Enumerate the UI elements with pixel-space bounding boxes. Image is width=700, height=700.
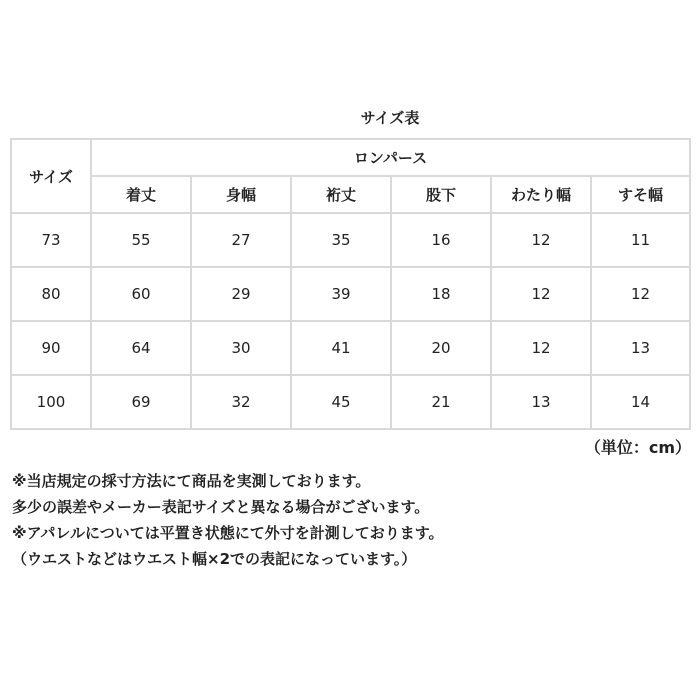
- table-cell: 13: [591, 321, 690, 375]
- size-cell: 73: [11, 213, 91, 267]
- size-column-header: サイズ: [11, 139, 91, 213]
- table-cell: 14: [591, 375, 690, 429]
- table-cell: 20: [391, 321, 491, 375]
- table-row: [11, 213, 690, 267]
- table-cell: 12: [491, 321, 591, 375]
- table-cell: 39: [291, 267, 391, 321]
- column-header-mihaba: 身幅: [191, 176, 291, 213]
- table-cell: 60: [91, 267, 191, 321]
- table-title: サイズ表: [360, 109, 420, 127]
- table-cell: 45: [291, 375, 391, 429]
- group-header: ロンパース: [91, 139, 690, 176]
- column-header-susohaba: すそ幅: [591, 176, 690, 213]
- table-cell: 12: [491, 267, 591, 321]
- column-header-matashita: 股下: [391, 176, 491, 213]
- table-cell: 55: [91, 213, 191, 267]
- column-header-watarihaba: わたり幅: [491, 176, 591, 213]
- table-cell: 69: [91, 375, 191, 429]
- note-line: 多少の誤差やメーカー表記サイズと異なる場合がございます。: [12, 498, 430, 516]
- notes: [12, 468, 692, 572]
- header-row-group: [11, 139, 690, 176]
- size-cell: 80: [11, 267, 91, 321]
- table-cell: 32: [191, 375, 291, 429]
- column-header-yukitake: 裄丈: [291, 176, 391, 213]
- table-cell: 64: [91, 321, 191, 375]
- table-cell: 41: [291, 321, 391, 375]
- note-line: ※アパレルについては平置き状態にて外寸を計測しております。: [12, 524, 444, 542]
- table-row: [11, 321, 690, 375]
- table-cell: 29: [191, 267, 291, 321]
- table-cell: 30: [191, 321, 291, 375]
- table-row: [11, 267, 690, 321]
- table-row: [11, 375, 690, 429]
- column-header-kitake: 着丈: [91, 176, 191, 213]
- size-cell: 90: [11, 321, 91, 375]
- table-cell: 12: [491, 213, 591, 267]
- table-cell: 21: [391, 375, 491, 429]
- table-cell: 11: [591, 213, 690, 267]
- header-row-columns: [11, 176, 690, 213]
- size-table: [10, 138, 691, 430]
- table-cell: 18: [391, 267, 491, 321]
- table-cell: 13: [491, 375, 591, 429]
- table-cell: 16: [391, 213, 491, 267]
- table-cell: 35: [291, 213, 391, 267]
- table-cell: 27: [191, 213, 291, 267]
- note-line: ※当店規定の採寸方法にて商品を実測しております。: [12, 472, 371, 490]
- table-cell: 12: [591, 267, 690, 321]
- size-cell: 100: [11, 375, 91, 429]
- note-line: （ウエストなどはウエスト幅×2での表記になっています。）: [12, 550, 417, 568]
- unit-label: （単位：cm）: [584, 438, 691, 457]
